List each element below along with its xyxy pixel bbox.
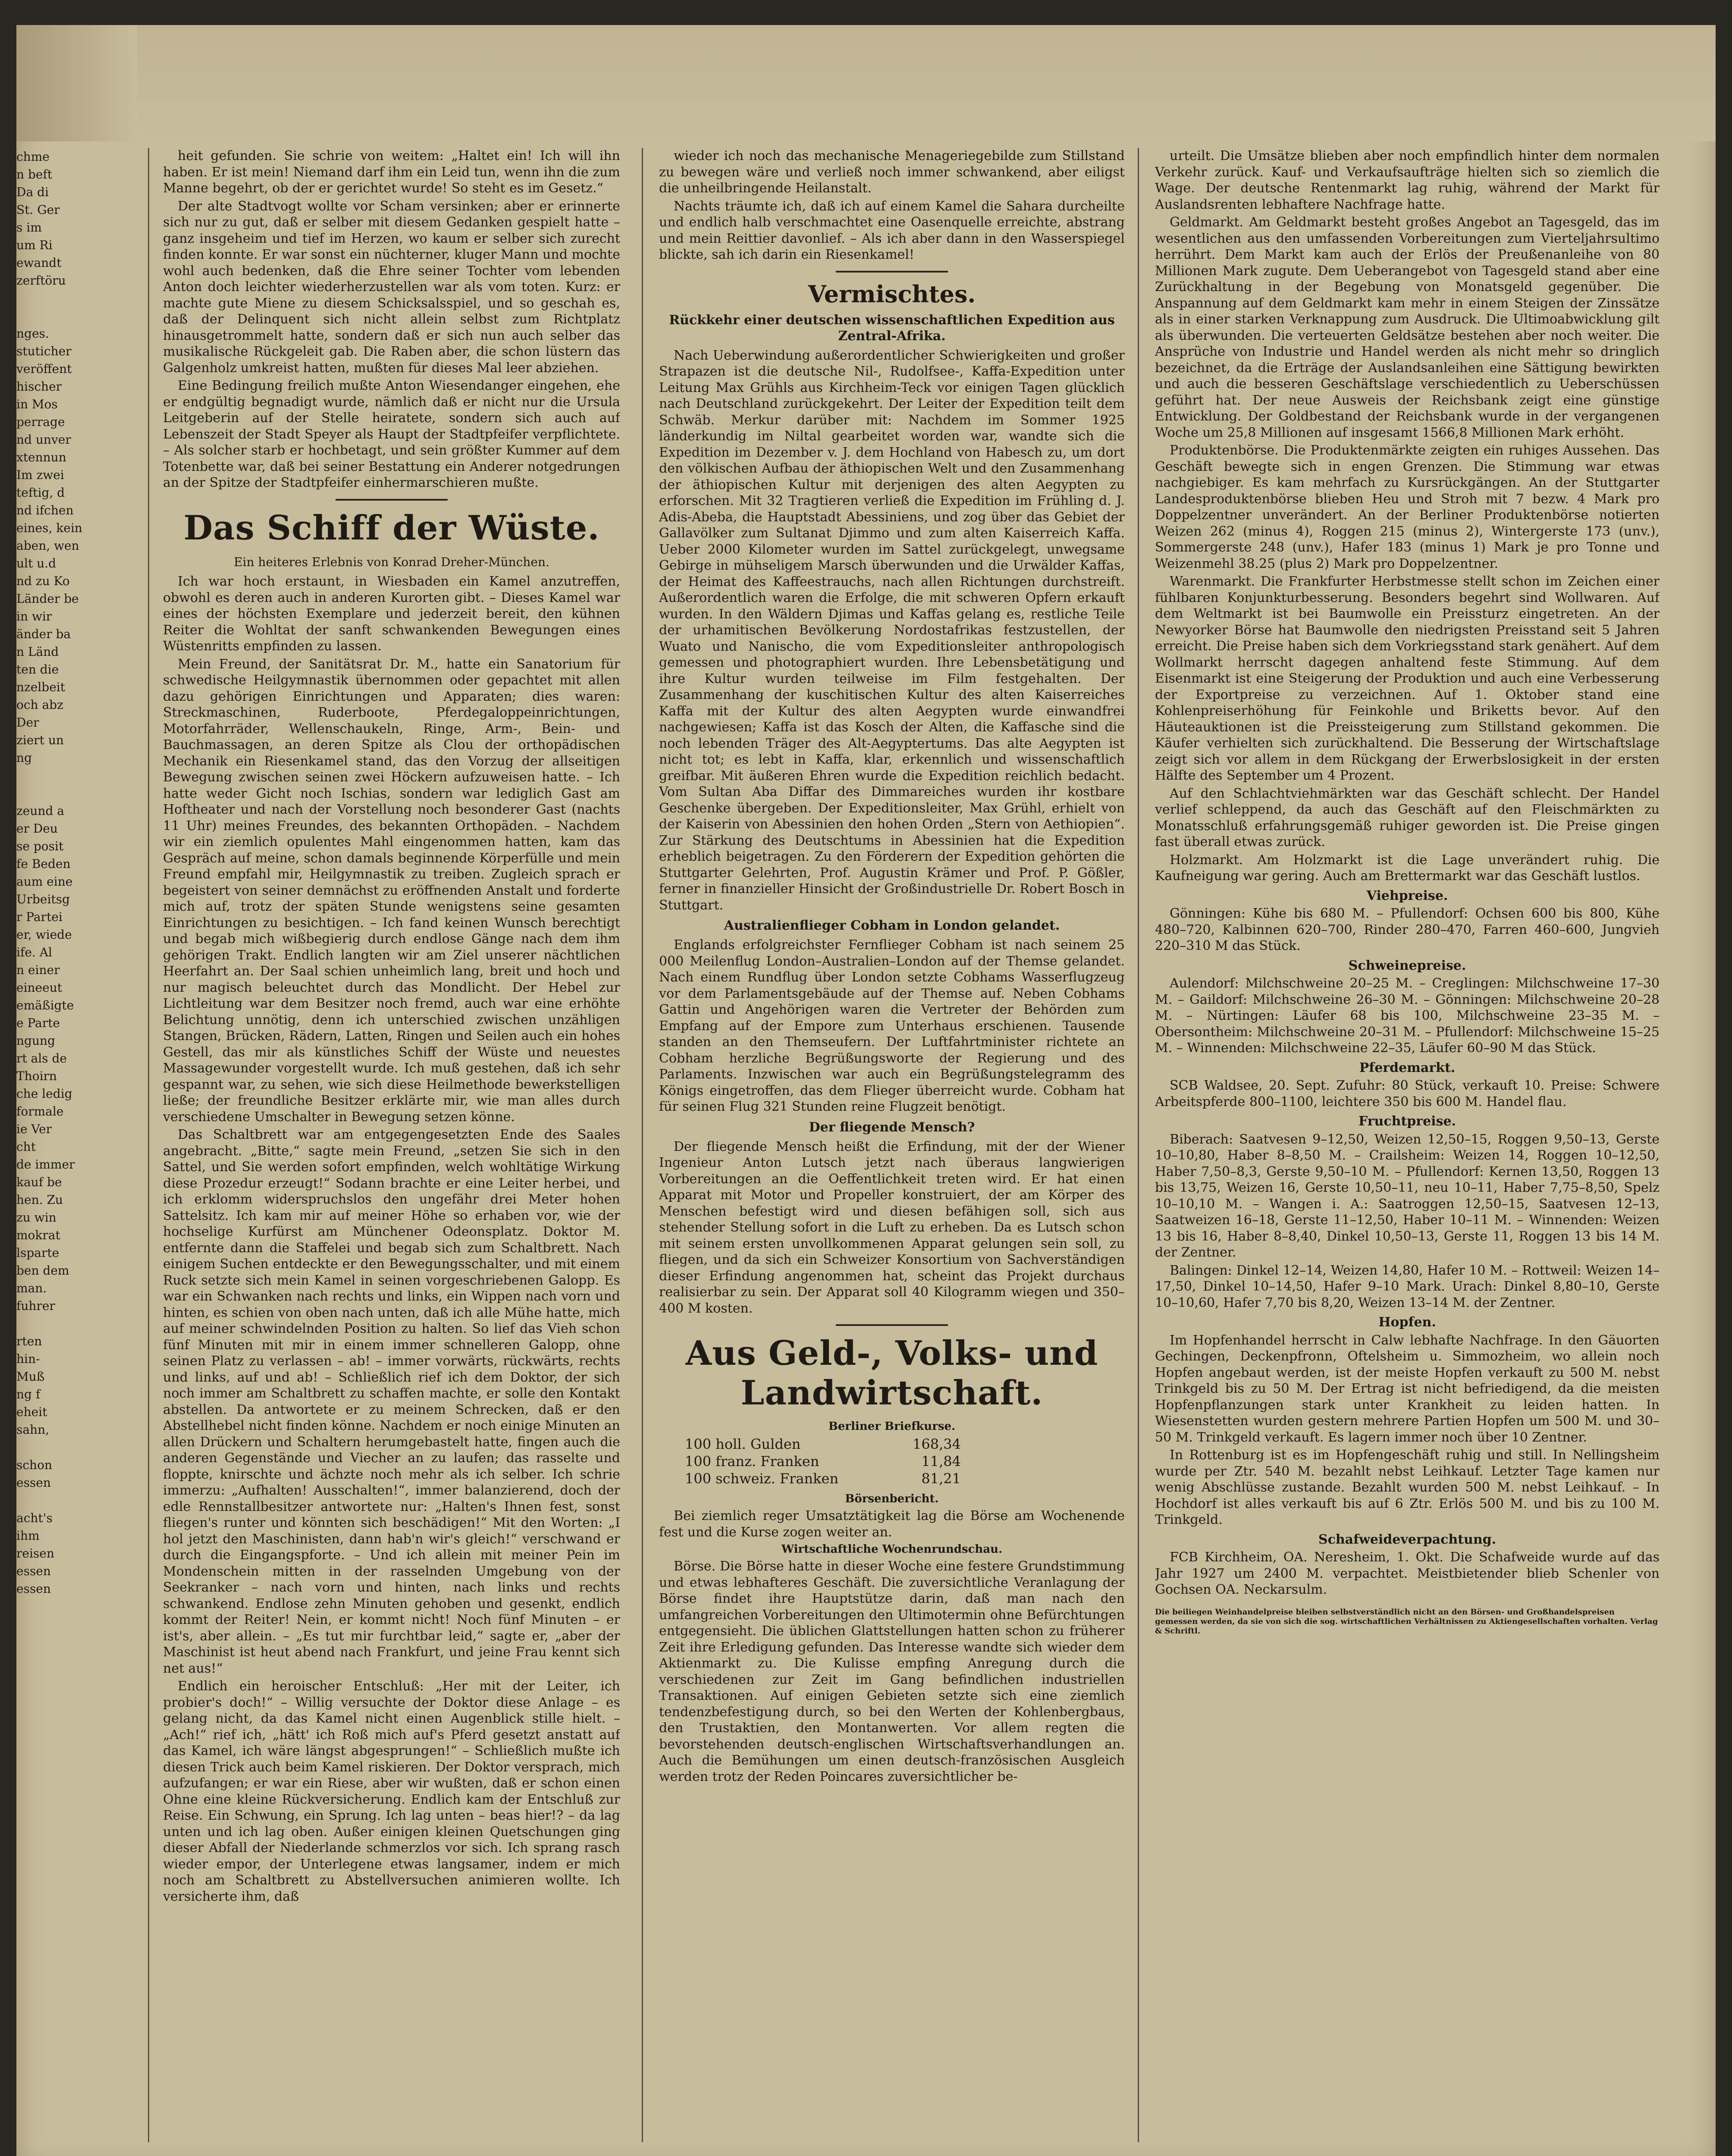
fragment-line: och abz [16, 698, 63, 712]
fragment-line: Thoirn [16, 1069, 57, 1083]
fragment-line: Muß [16, 1369, 45, 1384]
rate-label: 100 franz. Franken [685, 1453, 819, 1470]
fragment-line: ie Ver [16, 1122, 52, 1136]
fragment-line: xtennun [16, 450, 66, 464]
fragment-line: nd zu Ko [16, 574, 70, 588]
left-fragment-column [16, 148, 133, 2134]
rate-label: 100 holl. Gulden [685, 1436, 801, 1452]
paragraph: Aulendorf: Milchschweine 20–25 M. – Creglingen: Milchschweine 17–30 M. – Gaildorf: Milchschweine 26–30 M. – Gönningen: Milchschweine 20–28 M. – Nürtingen: Läufer 68 bis 100, Milchschweine 23–35 M. – Obersontheim: Milchschweine 20–31 M. – Pfullendorf: Milchschweine 15–25 M. – Winnenden: Milchschweine 22–35, Läufer 60–90 M das Stück. [1155, 976, 1660, 1056]
column-rule [148, 148, 149, 2142]
fragment-line: eheit [16, 1405, 47, 1419]
column-rule [642, 148, 643, 2142]
fragment-line: eines, kein [16, 521, 82, 535]
fragment-line [16, 767, 133, 784]
fragment-line: man. [16, 1281, 47, 1295]
article-title: Das Schiff der Wüste. [183, 508, 600, 548]
category-heading: Schweinepreise. [1348, 958, 1466, 973]
paragraph: Mein Freund, der Sanitätsrat Dr. M., hatte ein Sanatorium für schwedische Heilgymnastik übernommen oder gepachtet mit allen dazu gehörigen Einrichtungen und Apparaten; dies waren: Streckmaschinen, Ruderboote, Pferdegaloppeinrichtungen, Motorfahrräder, Wellenschaukeln, Ringe, Arm-, Bein- und Bauchmassagen, an deren Spitze als Clou der orthopädischen Mechanik ein Riesenkamel stand, das den Vorzug der allseitigen Bewegung zwischen seinen zwei Höckern aufzuweisen hatte. – Ich hatte weder Gicht noch Ischias, sondern war lediglich Gast am Hoftheater und nach der Vorstellung noch besonderer Gast (nachts 11 Uhr) meines Freundes, des bekannten Orthopäden. – Nachdem wir ein ziemlich opulentes Mahl eingenommen hatten, kam das Gespräch auf meine, schon damals beginnende Körperfülle und mein Freund empfahl mir, Heilgymnastik zu treiben. Zugleich sprach er begeistert von seiner demnächst zu eröffnenden Anstalt und forderte mich auf, trotz der späten Stunde wenigstens seine gesamten Einrichtungen zu besichtigen. – Ich fand keinen Wunsch berechtigt und begab mich wißbegierig durch endlose Gänge nach dem ihm gehörigen Trakt. Endlich langten wir am Ziel unserer nächtlichen Heerfahrt an. Der Saal schien unheimlich lang, breit und hoch und nur magisch beleuchtet durch das Mondlicht. Der Hebel zur Lichtleitung war dem Besitzer noch fremd, auch war eine erhöhte Belichtung unnötig, denn ich unterschied zwischen unzähligen Stangen, Brücken, Rädern, Latten, Ringen und Seilen auch ein hohes Gestell, das mir als künstliches Schiff der Wüste und neuestes Massagewunder vorgestellt wurde. Ich muß gestehen, daß ich sehr gespannt war, zu sehen, wie sich diese Heilmethode bewerkstelligen ließe; der freundliche Besitzer erklärte mir, wie man alles durch verschiedene Umschalter in Bewegung setzen könne. [163, 656, 620, 1125]
fragment-line: perrage [16, 415, 65, 429]
fragment-line: fuhrer [16, 1299, 55, 1313]
fragment-line: nges. [16, 326, 49, 341]
fragment-line: ng [16, 751, 32, 765]
paragraph: Im Hopfenhandel herrscht in Calw lebhafte Nachfrage. In den Gäuorten Gechingen, Deckenpfronn, Oftelsheim u. Simmozheim, wo allein noch Hopfen angebaut werden, ist der meiste Hopfen verkauft zu 500 M. nebst Trinkgeld bis zu 50 M. Der Ertrag ist nicht befriedigend, da die meisten Hopfenpflanzungen stark unter Krankheit zu leiden hatten. In Wiesenstetten wurden gestern mehrere Partien Hopfen um 500 M. und 30–50 M. Trinkgeld verkauft. Es lagern immer noch über 10 Zentner. [1155, 1332, 1660, 1445]
fragment-line: de immer [16, 1157, 75, 1172]
fragment-line: zerftöru [16, 273, 66, 288]
fragment-line: änder ba [16, 627, 71, 641]
section-divider [336, 499, 448, 501]
fragment-line [16, 784, 133, 802]
fragment-line: Urbeitsg [16, 892, 70, 906]
paragraph: Das Schaltbrett war am entgegengesetzten Ende des Saales angebracht. „Bitte,“ sagte mein Freund, „setzen Sie sich in den Sattel, und Sie werden sofort empfinden, welch wohltätige Wirkung diese Prozedur erzeugt!“ Sodann brachte er eine Leiter herbei, und ich erklomm widerspruchslos den ungefähr drei Meter hohen Sattelsitz. Ich kam mir auf meiner Höhe so erhaben vor, wie der hochselige Kurfürst am Münchener Odeonsplatz. Doktor M. entfernte dann die Staffelei und begab sich zum Schaltbrett. Nach einigem Suchen entdeckte er den Bewegungsschalter, und mit einem Ruck setzte sich mein Kamel in seinen vorgeschriebenen Galopp. Es war ein Schwanken nach rechts und links, ein Wippen nach vorn und hinten, es schien von oben nach unten, daß ich alle Mühe hatte, mich auf meiner schwindelnden Position zu halten. So lief das Vieh schon fünf Minuten mit mir in einem immer schnelleren Galopp, ohne seinen Platz zu verlassen – ab! – immer vorwärts, rückwärts, rechts und links, auf und ab! – Schließlich rief ich dem Doktor, der sich noch immer am Schaltbrett zu schaffen machte, er solle den Kontakt abstellen. Da antwortete er zu meinem Schrecken, daß er den Abstellhebel nicht finden könne. Nachdem er noch einige Minuten an allen Drückern und Schaltern herumgebastelt hatte, fingen auch die anderen Gegenstände und Viecher an zu laufen; das rasselte und floppte, knirschte und ächzte noch mehr als ich selber. Ich schrie immerzu: „Aufhalten! Ausschalten!“, immer balanzierend, doch der edle Rennstallbesitzer antwortete nur: „Halten's Ihnen fest, sonst fliegen's runter und könnten sich beschädigen!“ Mit den Worten: „I hol jetzt den Maschinisten, dann hab'n wir's gleich!“ verschwand er durch die Eingangspforte. – Und ich allein mit meiner Pein im Mondenschein mitten in der rasselnden Umgebung von der Seekranker – nach vorn und hinten, nach links und rechts schwankend. Endlose zehn Minuten gehoben und gesenkt, endlich kommt der Reiter! Nein, er kommt nicht! Noch fünf Minuten – er ist's, aber allein. – „Es tut mir furchtbar leid,“ sagte er, „aber der Maschinist ist heut abend nach Frankfurt, und jeine Frau kennt sich net aus!“ [163, 1127, 620, 1676]
category-heading: Pferdemarkt. [1359, 1060, 1456, 1075]
fragment-line: lsparte [16, 1246, 60, 1260]
fragment-line: hin- [16, 1352, 40, 1366]
fragment-line: hen. Zu [16, 1193, 63, 1207]
fragment-line: e Parte [16, 1016, 60, 1030]
fragment-line: nzelbeit [16, 680, 66, 694]
fragment-line: kauf be [16, 1175, 62, 1189]
footnote: Die beiliegen Weinhandelpreise bleiben selbstverständlich nicht an den Börsen- und Großhandelspreisen gemessen werden, da sie von sich die sog. wirtschaftlichen Verhältnissen zu Aktiengesellschaften vorhalten. Verlag & Schriftl. [1155, 1607, 1658, 1636]
fragment-line: St. Ger [16, 203, 60, 217]
fragment-line: ben dem [16, 1263, 69, 1278]
fragment-line: sahn, [16, 1423, 50, 1437]
newspaper-page [16, 25, 1716, 2156]
fragment-line: fe Beden [16, 857, 71, 871]
category-heading: Viehpreise. [1366, 888, 1448, 903]
section-divider [836, 271, 948, 273]
fragment-line [16, 289, 133, 307]
fragment-line: ife. Al [16, 945, 52, 959]
column-1 [163, 148, 620, 2134]
paragraph: Biberach: Saatvesen 9–12,50, Weizen 12,50–15, Roggen 9,50–13, Gerste 10–10,80, Haber 8–8,50 M. – Crailsheim: Weizen 14, Roggen 10–12,50, Haber 7,50–8,3, Gerste 9,50–10 M. – Pfullendorf: Kernen 13,50, Roggen 13 bis 13,75, Weizen 16, Gerste 10,50–11, neu 10–11, Haber 7,75–8,50, Spelz 10–10,10 M. – Wangen i. A.: Saatroggen 12,50–15, Saatvesen 12–13, Saatweizen 16–18, Gerste 11–12,50, Haber 10–11 M. – Winnenden: Weizen 13 bis 16, Haber 8–8,40, Dinkel 10,50–13, Gerste 11, Roggen 13 bis 14 M. der Zentner. [1155, 1131, 1660, 1260]
paragraph: Endlich ein heroischer Entschluß: „Her mit der Leiter, ich probier's doch!“ – Willig versuchte der Doktor diese Anlage – es gelang nicht, da das Kamel nicht einen Augenblick stille hielt. – „Ach!“ rief ich, „hätt' ich Roß mich auf's Pferd gesetzt anstatt auf das Kamel, ich wäre längst abgesprungen!“ – Schließlich mußte ich diesen Trick auch beim Kamel riskieren. Der Doktor versprach, mich aufzufangen; er war ein Riese, aber wir wußten, daß er schon einen Ohne eine kleine Rückversicherung. Endlich kam der Entschluß zur Reise. Ein Schwung, ein Sprung. Ich lag unten – beas hier!? – da lag unten und ich lag oben. Außer einigen kleinen Quetschungen ging dieser Abfall der Niederlande schmerzlos vor sich. Ich sprang rasch wieder empor, der Unterlegene etwas langsamer, indem er mich noch am Schaltbrett zu Abstellversuchen animieren wollte. Ich versicherte ihm, daß [163, 1679, 620, 1904]
fragment-line: Der [16, 715, 39, 730]
fragment-line: in wir [16, 609, 52, 624]
paragraph: Holzmarkt. Am Holzmarkt ist die Lage unverändert ruhig. Die Kaufneigung war gering. Auch am Brettermarkt war das Geschäft lustlos. [1155, 852, 1660, 884]
paragraph: In Rottenburg ist es im Hopfengeschäft ruhig und still. In Nellingsheim wurde per Ztr. 540 M. bezahlt nebst Leihkauf. Letzter Tage kamen nur wenig Abschlüsse zustande. Bezahlt wurden 500 M. nebst Leihkauf. – In Hochdorf ist alles verkauft bis auf 6 Ztr. Erlös 500 M. und bis zu 100 M. Trinkgeld. [1155, 1448, 1660, 1527]
rate-row [685, 1470, 1125, 1487]
fragment-line: veröffent [16, 362, 72, 376]
fragment-line: r Partei [16, 910, 63, 924]
fragment-line: hischer [16, 379, 62, 394]
fragment-line: ziert un [16, 733, 64, 747]
fragment-line: aben, wen [16, 539, 79, 553]
category-heading: Hopfen. [1378, 1315, 1436, 1330]
page-top-margin [16, 25, 1716, 141]
subsection-title: Berliner Briefkurse. [828, 1420, 956, 1433]
fragment-line: er, wiede [16, 928, 72, 942]
paragraph: Warenmarkt. Die Frankfurter Herbstmesse stellt schon im Zeichen einer fühlbaren Konjunkturbesserung. Besonders begehrt sind Wollwaren. Auf dem Weltmarkt ist bei Baumwolle ein Preissturz eingetreten. An der Newyorker Börse hat Baumwolle den niedrigsten Preisstand seit 5 Jahren erreicht. Die Preise haben sich dem Vorkriegsstand stark genähert. Auf dem Wollmarkt herrscht dagegen anhaltend feste Stimmung. Auf dem Eisenmarkt ist eine Steigerung der Produktion und auch eine Verbesserung der Exportpreise zu verzeichnen. Auf 1. Oktober stand eine Kohlenpreiserhöhung für Feinkohle und Briketts bevor. Auf den Häuteauktionen ist die Preissteigerung zum Stillstand gekommen. Die Käufer verhielten sich zurückhaltend. Die Besserung der Wirtschaftslage zeigt sich vor allem in dem Rückgang der Erwerbslosigkeit in der ersten Hälfte des September um 4 Prozent. [1155, 574, 1660, 783]
fragment-line: ewandt [16, 256, 62, 270]
fragment-line: ult u.d [16, 556, 56, 570]
fragment-line: um Ri [16, 238, 53, 252]
rate-value: 11,84 [921, 1453, 961, 1470]
fragment-line: formale [16, 1104, 64, 1119]
column-rule [1138, 148, 1139, 2142]
fragment-line: Im zwei [16, 468, 64, 482]
subsection-title: Wirtschaftliche Wochenrundschau. [781, 1543, 1003, 1556]
fragment-line: er Deu [16, 821, 58, 836]
fragment-line: Da di [16, 185, 49, 199]
rate-value: 81,21 [921, 1470, 961, 1487]
rate-label: 100 schweiz. Franken [685, 1470, 839, 1487]
section-title: Vermischtes. [808, 280, 976, 308]
fragment-line: nd unver [16, 432, 71, 447]
section-divider [836, 1324, 948, 1326]
subsection-title: Börsenbericht. [845, 1492, 939, 1505]
paragraph: wieder ich noch das mechanische Menageriegebilde zum Stillstand zu bewegen wäre und verließ noch immer schwankend, aber eiligst die unheilbringende Heilanstalt. [659, 148, 1125, 196]
article-headline: Rückkehr einer deutschen wissenschaftlichen Expedition aus Zentral-Afrika. [669, 312, 1115, 344]
paragraph: Nach Ueberwindung außerordentlicher Schwierigkeiten und großer Strapazen ist die deutsche Nil-, Rudolfsee-, Kaffa-Expedition unter Leitung Max Grühls aus Kirchheim-Teck vor einigen Tagen glücklich nach Deutschland zurückgekehrt. Der Leiter der Expedition teilt dem Schwäb. Merkur darüber mit: Nachdem im Sommer 1925 länderkundig im Niltal gearbeitet worden war, wandte sich die Expedition im Dezember v. J. dem Hochland von Habesch zu, um dort den völkischen Aufbau der äthiopischen Welt und den Zusammenhang der äthiopischen Kultur mit derjenigen des alten Aegypten zu erforschen. Mit 32 Tragtieren verließ die Expedition im Frühling d. J. Adis-Abeba, die Hauptstadt Abessiniens, und zog über das Gebiet der Gallavölker zum Sultanat Djimmo und zum alten Kaiserreich Kaffa. Ueber 2000 Kilometer wurden im Sattel zurückgelegt, unwegsame Gebirge in mühseligem Marsch überwunden und die Urwälder Kaffas, der Heimat des Kaffeestrauchs, nach allen Richtungen durchstreift. Außerordentlich waren die Erfolge, die mit schweren Opfern erkauft wurden. In den Wäldern Djimas und Kaffas gelang es, restliche Teile der urhamitischen Bevölkerung Nordostafrikas festzustellen, der Wuato und Nanischo, die vom Expeditionsleiter anthropologisch gemessen und photographiert wurden. Ihre Lebensbetätigung und ihre Kultur wurden teilweise im Film festgehalten. Der Zusammenhang der kuschitischen Kultur des alten Kaiserreiches Kaffa mit der Kultur des alten Aegypten wurde einwandfrei nachgewiesen; Kaffa ist das Kosch der Alten, die Kaffasche sind die noch lebenden Träger des Alt-Aegyptertums. Das alte Aegypten ist nicht tot; es lebt in Kaffa, klar, erkennlich und wissenschaftlich greifbar. Mit äußeren Ehren wurde die Expedition reichlich bedacht. Vom Sultan Aba Diffar des Dimmareiches wurden ihr kostbare Geschenke übergeben. Der Expeditionsleiter, Max Grühl, erhielt von der Kaiserin von Abessinien den hohen Orden „Stern von Aethiopien“. Zur Stärkung des Deutschtums in Abessinien hat die Expedition erheblich beigetragen. Zu den Förderern der Expedition gehörten die Stuttgarter Gelehrten, Prof. Augustin Krämer und Prof. P. Gößler, ferner in finanzieller Hinsicht der Großindustrielle Dr. Robert Bosch in Stuttgart. [659, 348, 1125, 913]
paragraph: Produktenbörse. Die Produktenmärkte zeigten ein ruhiges Aussehen. Das Geschäft bewegte sich in engen Grenzen. Die Stimmung war etwas nachgiebiger. Es kam mehrfach zu Kursrückgängen. An der Stuttgarter Landesproduktenbörse blieben Heu und Stroh mit 7 bezw. 4 Mark pro Doppelzentner unverändert. An der Berliner Produktenbörse notierten Weizen 262 (minus 4), Roggen 215 (minus 2), Wintergerste 173 (unv.), Sommergerste 248 (unv.), Hafer 183 (minus 1) Mark je pro Tonne und Weizenmehl 38.25 (plus 2) Mark pro Doppelzentner. [1155, 443, 1660, 571]
fragment-line [16, 1492, 133, 1509]
fragment-line: chme [16, 150, 50, 164]
fragment-line: mokrat [16, 1228, 60, 1242]
fragment-line: s im [16, 220, 42, 235]
paragraph: Nachts träumte ich, daß ich auf einem Kamel die Sahara durcheilte und endlich halb verschmachtet eine Oasenquelle erreichte, abstrang und mein Reittier davonlief. – Als ich aber dann in den Wasserspiegel blickte, sah ich darin ein Riesenkamel! [659, 198, 1125, 262]
fragment-line: che ledig [16, 1087, 72, 1101]
paragraph: Bei ziemlich reger Umsatztätigkeit lag die Börse am Wochenende fest und die Kurse zogen weiter an. [659, 1508, 1125, 1540]
section-title: Aus Geld-, Volks- und Landwirtschaft. [685, 1334, 1098, 1413]
paragraph: Eine Bedingung freilich mußte Anton Wiesendanger eingehen, ehe er endgültig begnadigt wurde, nämlich daß er nicht nur die Ursula Leitgeberin auf der Stelle heiratete, sondern sich auch auf Lebenszeit der Stadt Speyer als Haupt der Stadtpfeifer verpflichtete. – Als solcher starb er hochbetagt, und sein größter Kummer auf dem Totenbette war, daß bei seiner Bestattung ein Anderer notgedrungen an der Spitze der Stadtpfeifer einhermarschieren mußte. [163, 378, 620, 490]
fragment-line: n einer [16, 963, 60, 977]
rate-value: 168,34 [913, 1436, 961, 1452]
fragment-line: se posit [16, 839, 64, 853]
paragraph: Börse. Die Börse hatte in dieser Woche eine festere Grundstimmung und etwas lebhafteres Geschäft. Die zuversichtliche Veranlagung der Börse findet ihre Hauptstütze darin, daß man nach den umfangreichen Vorbereitungen den Ultimotermin ohne Befürchtungen entgegensieht. Die üblichen Glattstellungen hatten schon zu früherer Zeit ihre Erledigung gefunden. Das Interesse wandte sich wieder dem Aktienmarkt zu. Die Kulisse empfing Anregung durch die verschiedenen zur Zeit im Gang befindlichen industriellen Transaktionen. Auf einigen Gebieten setzte sich eine ziemlich tendenzbefestigung durch, so bei den Werten der Kohlenbergbaus, den Trustaktien, den Montanwerten. Vor allem regten die bevorstehenden deutsch-englischen Wirtschaftsverhandlungen an. Auch die Bemühungen um einen deutsch-französischen Ausgleich werden trotz der Reden Poincares zuversichtlicher be- [659, 1559, 1125, 1784]
paragraph: heit gefunden. Sie schrie von weitem: „Haltet ein! Ich will ihn haben. Er ist mein! Niemand darf ihm ein Leid tun, wenn ihn die zum Manne begehrt, ob der er gerichtet wurde! So steht es im Gesetz.“ [163, 148, 620, 196]
fragment-line: n beft [16, 167, 53, 182]
exchange-rates-table [685, 1435, 1125, 1487]
category-heading: Fruchtpreise. [1358, 1114, 1456, 1129]
paragraph: SCB Waldsee, 20. Sept. Zufuhr: 80 Stück, verkauft 10. Preise: Schwere Arbeitspferde 800–1100, leichtere 350 bis 600 M. Handel flau. [1155, 1078, 1660, 1109]
fragment-line [16, 1438, 133, 1456]
fragment-line: aum eine [16, 874, 73, 889]
fragment-line: stuticher [16, 344, 72, 358]
column-2 [659, 148, 1125, 2134]
fragment-line: eineeut [16, 981, 62, 995]
article-headline: Australienflieger Cobham in London gelandet. [724, 918, 1060, 933]
fragment-line: ten die [16, 662, 59, 677]
fragment-line: cht [16, 1140, 36, 1154]
fragment-line: Länder be [16, 592, 79, 606]
fragment-line: acht's [16, 1511, 53, 1525]
paragraph: Balingen: Dinkel 12–14, Weizen 14,80, Hafer 10 M. – Rottweil: Weizen 14–17,50, Dinkel 10–14,50, Hafer 9–10 Mark. Urach: Dinkel 8,80–10, Gerste 10–10,60, Hafer 7,70 bis 8,20, Weizen 13–14 M. der Zentner. [1155, 1263, 1660, 1310]
fragment-line: emäßigte [16, 998, 74, 1012]
category-heading: Schafweideverpachtung. [1318, 1532, 1497, 1547]
fragment-line: rt als de [16, 1051, 67, 1065]
fragment-line: ng f [16, 1387, 41, 1401]
paragraph: urteilt. Die Umsätze blieben aber noch empfindlich hinter dem normalen Verkehr zurück. Kauf- und Verkaufsaufträge hielten sich so ziemlich die Wage. Der deutsche Rentenmarkt lag ruhig, während der Markt für Auslandsrenten lebhaftere Nachfrage hatte. [1155, 148, 1660, 212]
paragraph: Englands erfolgreichster Fernflieger Cobham ist nach seinem 25 000 Meilenflug London–Australien–London auf der Themse gelandet. Nach einem Rundflug über London setzte Cobhams Wasserflugzeug vor dem Parlamentsgebäude auf der Themse auf. Neben Cobhams Gattin und Angehörigen waren die Vertreter der Behörden zum Empfang auf der Empore zum Unterhaus erschienen. Tausende standen an den Themseufern. Der Luftfahrtminister richtete an Cobham herzliche Begrüßungsworte der Regierung und des Parlaments. Inzwischen war auch ein Begrüßungstelegramm des Königs eingetroffen, das dem Flieger überreicht wurde. Cobham hat für seinen Flug 321 Stunden reine Flugzeit benötigt. [659, 937, 1125, 1114]
fragment-line: n Länd [16, 645, 59, 659]
paragraph: FCB Kirchheim, OA. Neresheim, 1. Okt. Die Schafweide wurde auf das Jahr 1927 um 2400 M. verpachtet. Meistbietender blieb Schenler von Gochsen OA. Neckarsulm. [1155, 1550, 1660, 1597]
article-headline: Der fliegende Mensch? [809, 1119, 975, 1135]
fragment-line: zu win [16, 1210, 56, 1225]
fragment-line [16, 1315, 133, 1332]
fragment-line: ihm [16, 1529, 40, 1543]
paragraph: Der fliegende Mensch heißt die Erfindung, mit der der Wiener Ingenieur Anton Lutsch jetzt nach überaus langwierigen Vorbereitungen an die Oeffentlichkeit treten wird. Er hat einen Apparat mit Motor und Propeller konstruiert, der am Körper des Menschen befestigt wird und diesen befähigen soll, sich aus stehender Stellung sofort in die Luft zu erheben. Da es Lutsch schon mit seinem ersten unvollkommenen Apparat gelungen sein soll, zu fliegen, und da sich ein Schweizer Konsortium von Sachverständigen dieser Erfindung angenommen hat, scheint das Projekt durchaus realisierbar zu sein. Der Apparat soll 40 Kilogramm wiegen und 350–400 M kosten. [659, 1139, 1125, 1316]
rate-row [685, 1435, 1125, 1453]
paragraph: Ich war hoch erstaunt, in Wiesbaden ein Kamel anzutreffen, obwohl es deren auch in anderen Kurorten gibt. – Dieses Kamel war eines der höchsten Exemplare und jederzeit bereit, den kühnen Reiter die Wohltat der sanft schwankenden Bewegungen eines Wüstenritts empfinden zu lassen. [163, 574, 620, 654]
rate-row [685, 1453, 1125, 1470]
fragment-line: nd ifchen [16, 503, 74, 517]
article-byline: Ein heiteres Erlebnis von Konrad Dreher-München. [234, 555, 549, 569]
fragment-line: rten [16, 1334, 42, 1348]
fragment-line: schon [16, 1458, 52, 1472]
fragment-line: in Mos [16, 397, 58, 411]
fragment-line [16, 307, 133, 325]
fragment-line: reisen [16, 1546, 54, 1561]
column-3 [1155, 148, 1660, 2134]
paragraph: Gönningen: Kühe bis 680 M. – Pfullendorf: Ochsen 600 bis 800, Kühe 480–720, Kalbinnen 620–700, Rinder 280–470, Farren 460–600, Jungvieh 220–310 M das Stück. [1155, 906, 1660, 953]
fragment-line: essen [16, 1564, 51, 1578]
fragment-line: zeund a [16, 804, 64, 818]
paragraph: Geldmarkt. Am Geldmarkt besteht großes Angebot an Tagesgeld, das im wesentlichen aus den umfassenden Vorbereitungen zum Vierteljahrsultimo herrührt. Dem Markt kam auch der Erlös der Preußenanleihe von 80 Millionen Mark zugute. Dem Ueberangebot von Tagesgeld stand aber eine Zurückhaltung in der Begebung von Monatsgeld gegenüber. Die Anspannung auf dem Geldmarkt kam mehr in einem Steigen der Zinssätze als in einer starken Verknappung zum Ausdruck. Die Ultimoabwicklung gilt als überwunden. Die verteuerten Geldsätze bestehen aber noch weiter. Die Ansprüche von Industrie und Handel werden als nicht mehr so dringlich bezeichnet, da die Erträge der Auslandsanleihen eine Sättigung bewirkten und auch die besseren Geschäftslage verschiedentlich zu Ueberschüssen geführt hat. Der neue Ausweis der Reichsbank zeigt eine günstige Entwicklung. Der Goldbestand der Reichsbank wurde in der vergangenen Woche um 25,8 Millionen auf insgesamt 1566,8 Millionen Mark erhöht. [1155, 215, 1660, 440]
fragment-line: teftig, d [16, 486, 65, 500]
page-fold-shadow [16, 25, 137, 141]
paragraph: Auf den Schlachtviehmärkten war das Geschäft schlecht. Der Handel verlief schleppend, da auch das Geschäft auf den Fleischmärkten zu Monatsschluß erfahrungsgemäß ruhiger geworden ist. Die Preise gingen fast überall etwas zurück. [1155, 786, 1660, 849]
fragment-line: essen [16, 1476, 51, 1490]
fragment-line: ngung [16, 1034, 55, 1048]
fragment-line: essen [16, 1582, 51, 1596]
paragraph: Der alte Stadtvogt wollte vor Scham versinken; aber er erinnerte sich nur zu gut, daß er selber mit diesem Gedanken gespielt hatte – ganz insgeheim und tief im Herzen, wo kaum er selber sich zurecht finden konnte. Er war sonst ein nüchterner, kluger Mann und mochte wohl auch bedenken, daß die Ehre seiner Tochter vom lebenden Anton doch leichter wiederherzustellen war als vom toten. Kurz: er machte gute Miene zu diesem Schicksalsspiel, und so geschah es, daß der Delinquent sich nicht allein selbst zum Richtplatz hinausgetrommelt hatte, sondern daß er sich nun auch selber das musikalische Rückgeleit gab. Die Raben aber, die schon lüstern das Galgenholz umkreist hatten, mußten für dieses Mal leer abziehen. [163, 198, 620, 376]
